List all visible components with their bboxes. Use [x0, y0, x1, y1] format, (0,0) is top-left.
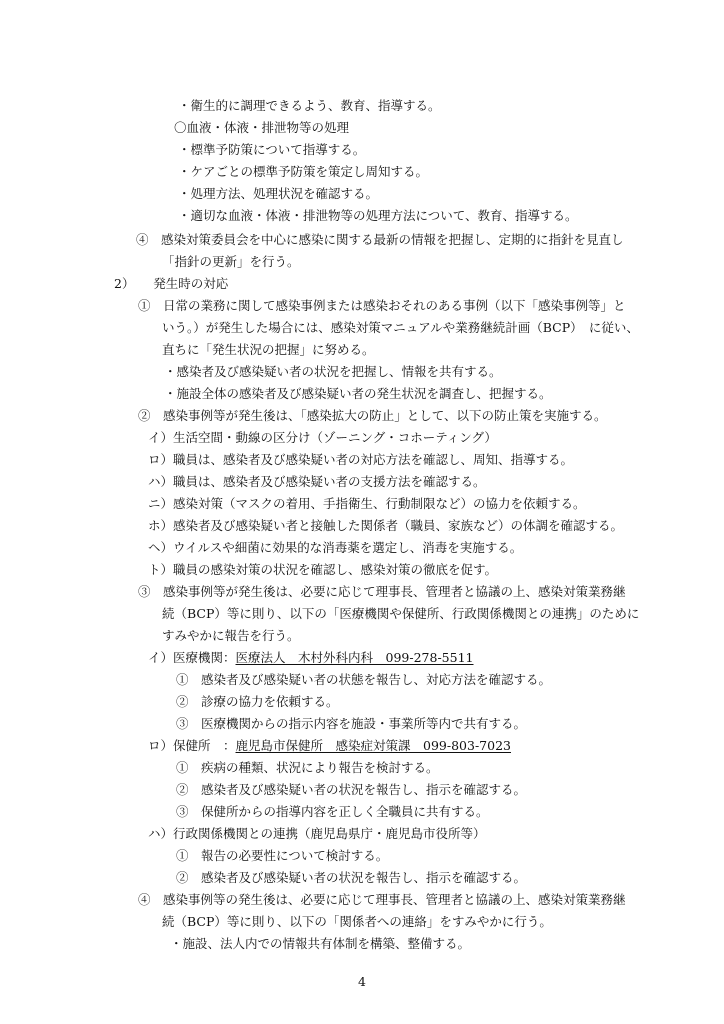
contact-label: ロ）保健所 ：: [148, 738, 236, 753]
text-line: ② 感染事例等が発生後は、「感染拡大の防止」として、以下の防止策を実施する。: [138, 408, 607, 423]
text-line: イ）生活空間・動線の区分け（ゾーニング・コホーティング）: [148, 430, 497, 445]
text-line: ト）職員の感染対策の状況を確認し、感染対策の徹底を促す。: [148, 562, 498, 577]
text-line: ニ）感染対策（マスクの着用、手指衛生、行動制限など）の協力を依頼する。: [148, 496, 586, 511]
text-line: ヘ）ウイルスや細菌に効果的な消毒薬を選定し、消毒を実施する。: [148, 540, 523, 555]
text-line: ハ）職員は、感染者及び感染疑い者の支援方法を確認する。: [148, 474, 486, 489]
text-line: ③ 保健所からの指導内容を正しく全職員に共有する。: [176, 804, 489, 819]
text-line: 〇血液・体液・排泄物等の処理: [174, 120, 350, 135]
medical-institution-contact: 医療法人 木村外科内科 099-278-5511: [235, 650, 474, 665]
text-line: ① 報告の必要性について検討する。: [176, 848, 389, 863]
text-line: ・適切な血液・体液・排泄物等の処理方法について、教育、指導する。: [178, 208, 578, 223]
text-line: [148, 650, 474, 666]
page-number: 4: [358, 974, 366, 989]
text-line: ・標準予防策について指導する。: [178, 142, 366, 157]
text-line: 「指針の更新」を行う。: [162, 254, 300, 269]
text-line: ④ 感染対策委員会を中心に感染に関する最新の情報を把握し、定期的に指針を見直し: [136, 232, 624, 247]
text-line: ② 感染者及び感染疑い者の状況を報告し、指示を確認する。: [176, 782, 527, 797]
text-line: ① 疾病の種類、状況により報告を検討する。: [176, 760, 439, 775]
text-line: すみやかに報告を行う。: [162, 628, 300, 643]
text-line: [148, 738, 511, 754]
text-line: ・処理方法、処理状況を確認する。: [178, 186, 379, 201]
text-line: ロ）職員は、感染者及び感染疑い者の対応方法を確認し、周知、指導する。: [148, 452, 574, 467]
text-line: いう。）が発生した場合には、感染対策マニュアルや業務継続計画（BCP） に従い、: [162, 320, 639, 335]
text-line: 直ちに「発生状況の把握」に努める。: [162, 342, 375, 357]
text-line: ① 感染者及び感染疑い者の状態を報告し、対応方法を確認する。: [176, 672, 552, 687]
text-line: 続（BCP）等に則り、以下の「医療機関や保健所、行政関係機関との連携」のために: [162, 606, 640, 621]
section-heading: 2） 発生時の対応: [114, 276, 229, 291]
text-line: ③ 感染事例等が発生後は、必要に応じて理事長、管理者と協議の上、感染対策業務継: [138, 584, 626, 599]
text-line: ホ）感染者及び感染疑い者と接触した関係者（職員、家族など）の体調を確認する。: [148, 518, 624, 533]
text-line: 続（BCP）等に則り、以下の「関係者への連絡」をすみやかに行う。: [162, 914, 552, 929]
text-line: ① 日常の業務に関して感染事例または感染おそれのある事例（以下「感染事例等」と: [138, 298, 626, 313]
health-center-contact: 鹿児島市保健所 感染症対策課 099-803-7023: [235, 738, 511, 753]
text-line: ・施設、法人内での情報共有体制を構築、整備する。: [170, 936, 471, 951]
text-line: ② 感染者及び感染疑い者の状況を報告し、指示を確認する。: [176, 870, 527, 885]
contact-label: イ）医療機関：: [148, 650, 236, 665]
text-line: ② 診療の協力を依頼する。: [176, 694, 339, 709]
text-line: ハ）行政関係機関との連携（鹿児島県庁・鹿児島市役所等）: [148, 826, 486, 841]
text-line: ・施設全体の感染者及び感染疑い者の発生状況を調査し、把握する。: [164, 386, 552, 401]
text-line: ・衛生的に調理できるよう、教育、指導する。: [178, 98, 441, 113]
text-line: ③ 医療機関からの指示内容を施設・事業所等内で共有する。: [176, 716, 527, 731]
text-line: ・感染者及び感染疑い者の状況を把握し、情報を共有する。: [164, 364, 502, 379]
text-line: ④ 感染事例等の発生後は、必要に応じて理事長、管理者と協議の上、感染対策業務継: [138, 892, 626, 907]
text-line: ・ケアごとの標準予防策を策定し周知する。: [178, 164, 429, 179]
